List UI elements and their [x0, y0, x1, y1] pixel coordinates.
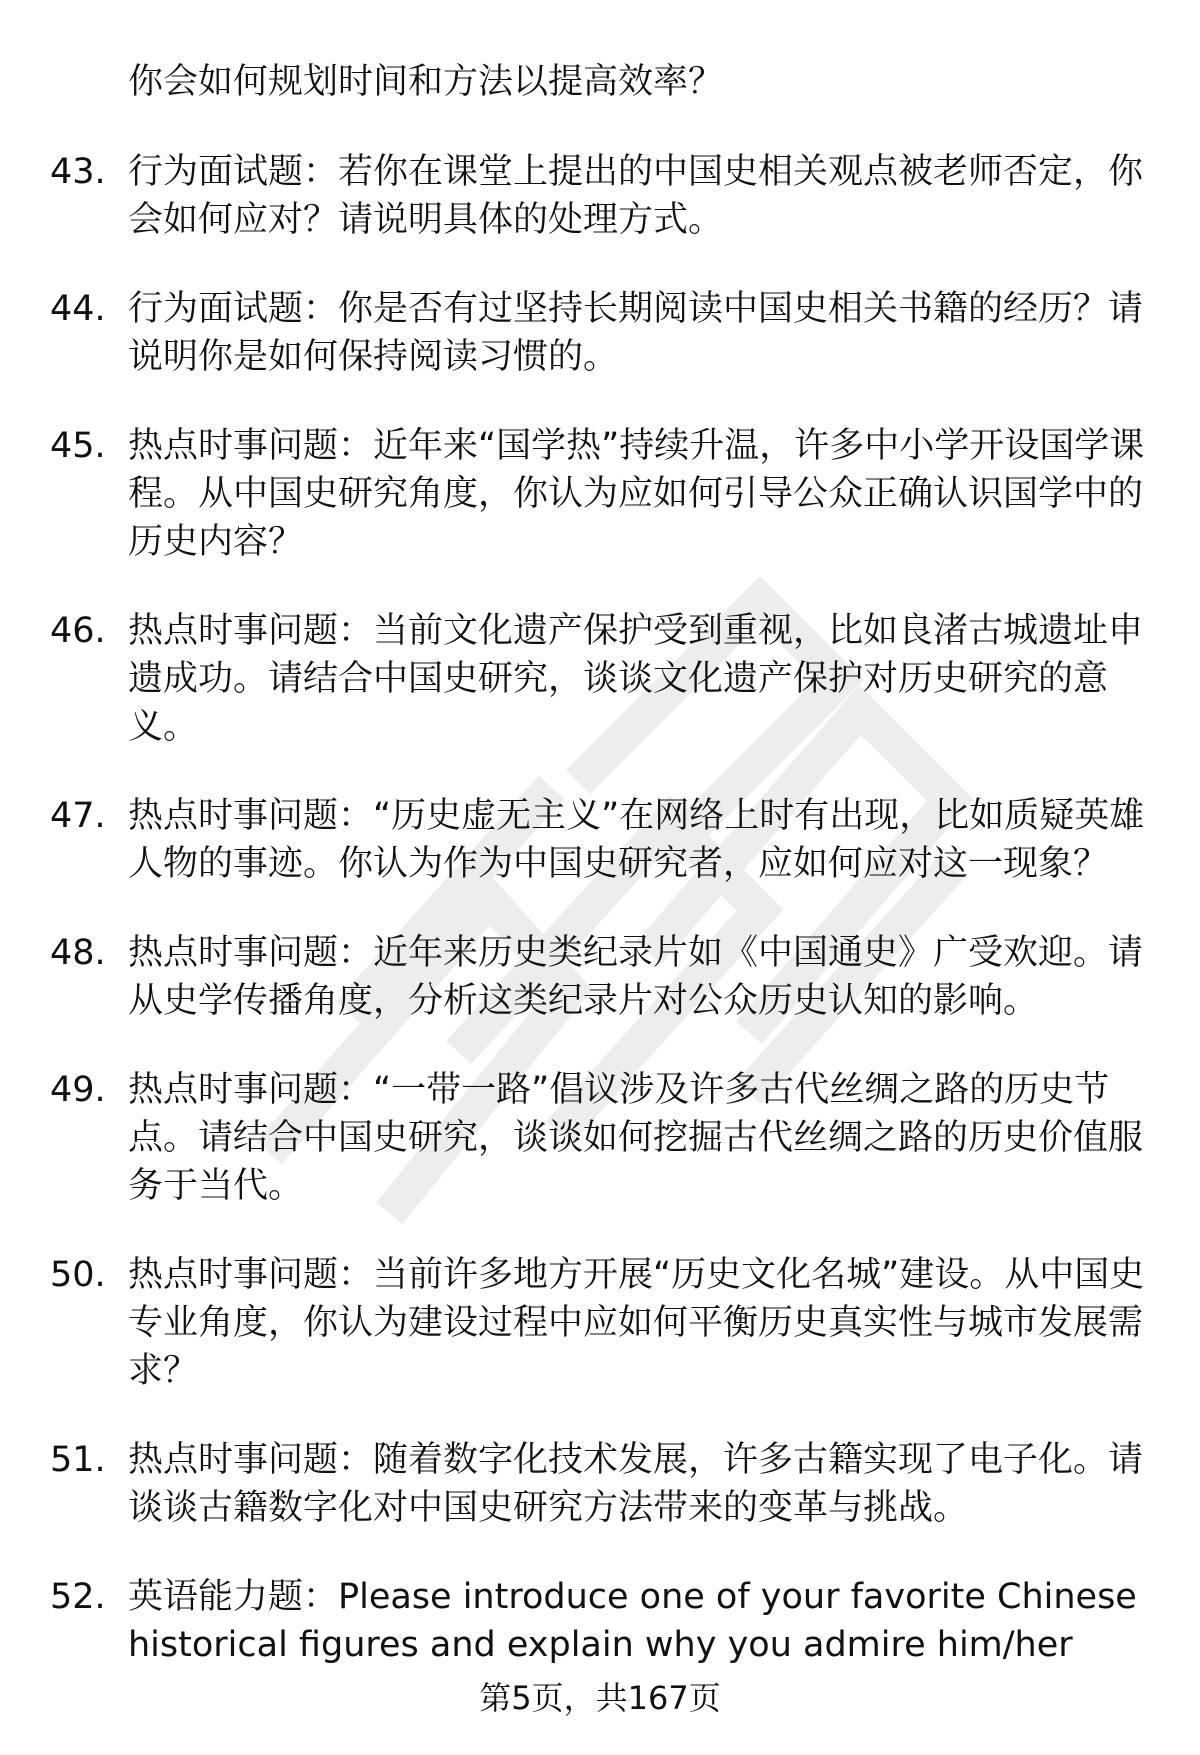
question-item: [50, 148, 1150, 244]
question-text: 行为面试题：若你在课堂上提出的中国史相关观点被老师否定，你会如何应对？请说明具体的处理方式。: [128, 152, 1144, 240]
question-number: 51.: [50, 1440, 106, 1480]
question-number: 45.: [50, 426, 106, 466]
question-item: [50, 1251, 1150, 1395]
question-number: 49.: [50, 1070, 106, 1110]
question-number: 44.: [50, 289, 106, 329]
question-item: [50, 792, 1150, 888]
question-text: 热点时事问题：“历史虚无主义”在网络上时有出现，比如质疑英雄人物的事迹。你认为作为中国史研究者，应如何应对这一现象？: [128, 796, 1145, 884]
question-item: [50, 1066, 1150, 1210]
question-text: 热点时事问题：“一带一路”倡议涉及许多古代丝绸之路的历史节点。请结合中国史研究，谈谈如何挖掘古代丝绸之路的历史价值服务于当代。: [128, 1070, 1144, 1206]
question-text: 热点时事问题：近年来“国学热”持续升温，许多中小学开设国学课程。从中国史研究角度，你认为应如何引导公众正确认识国学中的历史内容？: [128, 426, 1145, 562]
question-number: 46.: [50, 611, 106, 651]
question-item: [50, 607, 1150, 751]
continued-question-text: 你会如何规划时间和方法以提高效率？: [128, 62, 724, 102]
question-item: [50, 422, 1150, 566]
question-item: [50, 929, 1150, 1025]
question-number: 47.: [50, 796, 106, 836]
question-text: 热点时事问题：当前文化遗产保护受到重视，比如良渚古城遗址申遗成功。请结合中国史研究，谈谈文化遗产保护对历史研究的意义。: [128, 611, 1144, 747]
question-number: 43.: [50, 152, 106, 192]
page-number: 第5页，共167页: [479, 1679, 721, 1717]
question-text: 热点时事问题：当前许多地方开展“历史文化名城”建设。从中国史专业角度，你认为建设过程中应如何平衡历史真实性与城市发展需求？: [128, 1255, 1145, 1391]
question-number: 52.: [50, 1577, 106, 1617]
question-text: 行为面试题：你是否有过坚持长期阅读中国史相关书籍的经历？请说明你是如何保持阅读习惯的。: [128, 289, 1144, 377]
question-list: [50, 58, 1150, 1710]
question-item: [50, 1573, 1150, 1669]
question-text: 英语能力题：Please introduce one of your favorite Chinese historical figures and explain why you admire him/her: [128, 1577, 1137, 1665]
question-text: 热点时事问题：近年来历史类纪录片如《中国通史》广受欢迎。请从史学传播角度，分析这类纪录片对公众历史认知的影响。: [128, 933, 1144, 1021]
question-item: [50, 1436, 1150, 1532]
question-number: 48.: [50, 933, 106, 973]
question-text: 热点时事问题：随着数字化技术发展，许多古籍实现了电子化。请谈谈古籍数字化对中国史研究方法带来的变革与挑战。: [128, 1440, 1144, 1528]
question-item: [50, 285, 1150, 381]
question-number: 50.: [50, 1255, 106, 1295]
